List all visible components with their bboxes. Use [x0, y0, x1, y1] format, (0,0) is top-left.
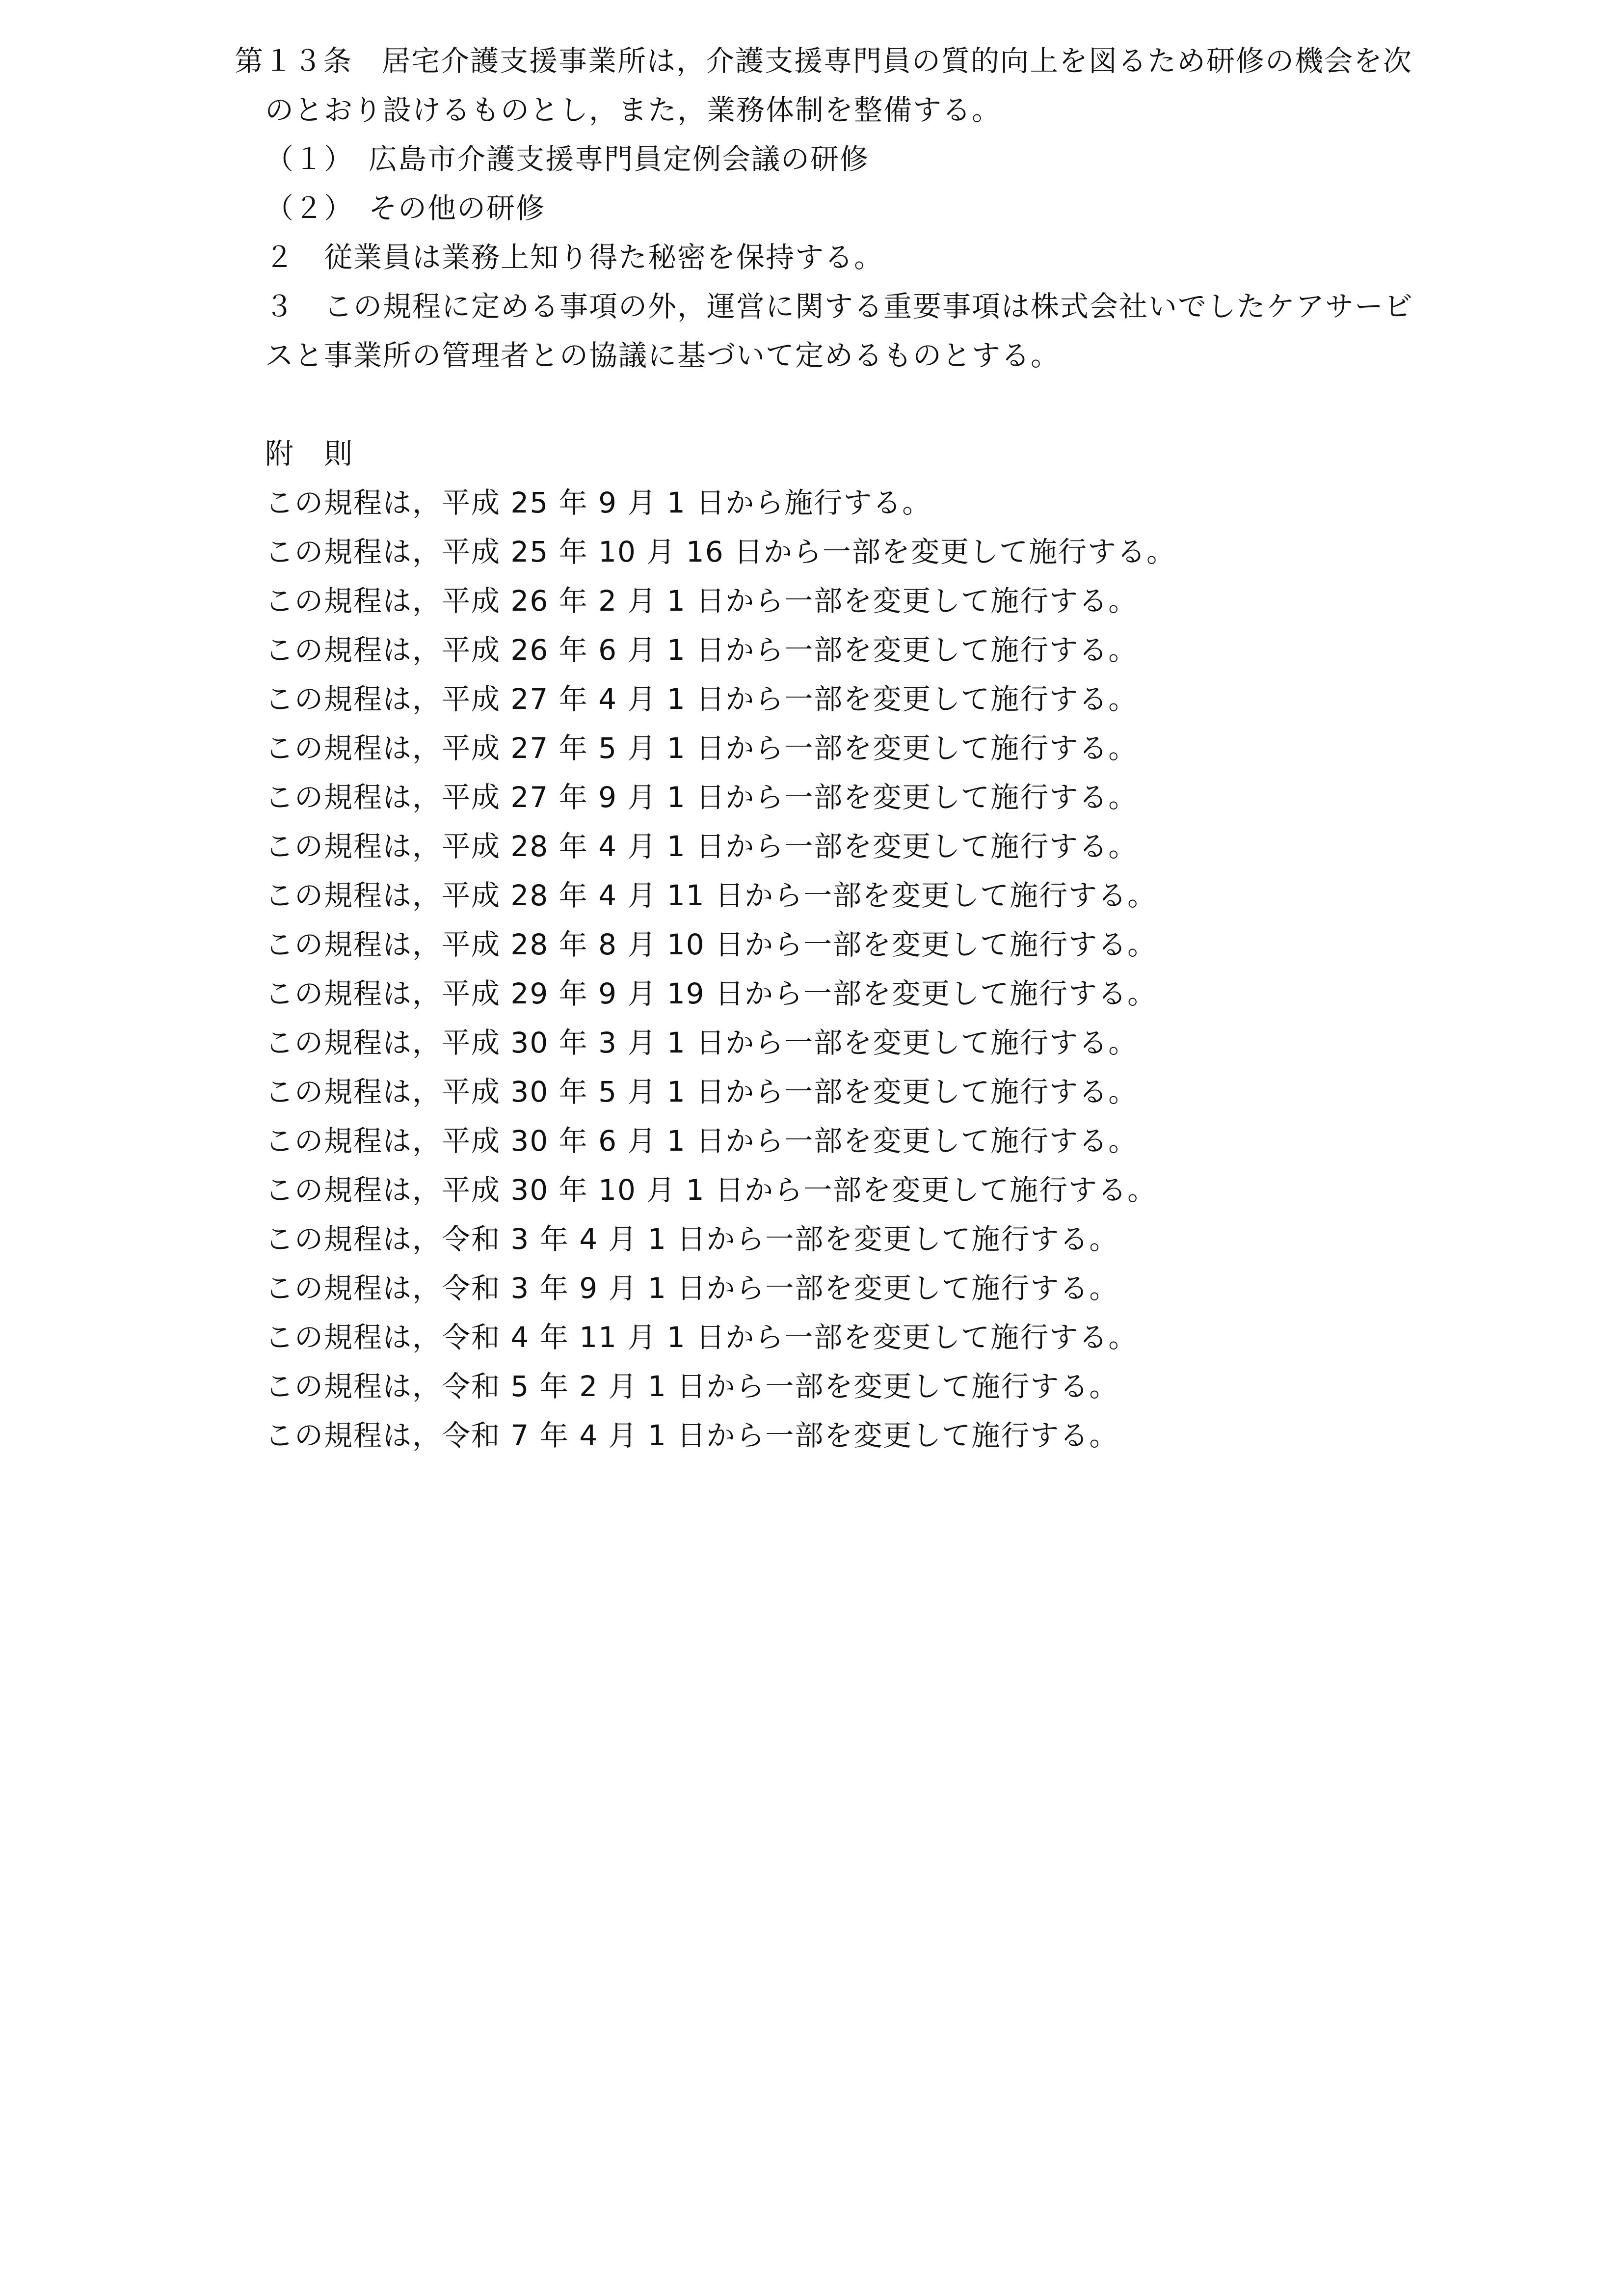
provision-line: この規程は，平成 30 年 5 月 1 日から一部を変更して施行する。: [265, 1075, 1138, 1108]
supplementary-provisions-title: 附 則: [265, 437, 354, 470]
provision-line: この規程は，平成 25 年 10 月 16 日から一部を変更して施行する。: [265, 535, 1176, 568]
provision-line: この規程は，平成 29 年 9 月 19 日から一部を変更して施行する。: [265, 977, 1157, 1010]
provision-line: この規程は，平成 30 年 10 月 1 日から一部を変更して施行する。: [265, 1173, 1157, 1207]
provision-line: この規程は，平成 27 年 9 月 1 日から一部を変更して施行する。: [265, 781, 1138, 814]
provision-line: この規程は，令和 4 年 11 月 1 日から一部を変更して施行する。: [265, 1321, 1138, 1354]
article-13-heading-line-2: のとおり設けるものとし，また，業務体制を整備する。: [265, 93, 1002, 127]
provision-line: この規程は，令和 3 年 9 月 1 日から一部を変更して施行する。: [265, 1271, 1119, 1305]
provision-line: この規程は，令和 5 年 2 月 1 日から一部を変更して施行する。: [265, 1370, 1119, 1403]
provision-line: この規程は，平成 27 年 4 月 1 日から一部を変更して施行する。: [265, 682, 1138, 716]
provision-line: この規程は，令和 3 年 4 月 1 日から一部を変更して施行する。: [265, 1222, 1119, 1256]
provision-line: この規程は，平成 28 年 4 月 1 日から一部を変更して施行する。: [265, 830, 1138, 863]
provision-line: この規程は，令和 7 年 4 月 1 日から一部を変更して施行する。: [265, 1419, 1119, 1452]
provision-line: この規程は，平成 27 年 5 月 1 日から一部を変更して施行する。: [265, 731, 1138, 765]
provision-line: この規程は，平成 25 年 9 月 1 日から施行する。: [265, 486, 932, 519]
provision-line: この規程は，平成 26 年 2 月 1 日から一部を変更して施行する。: [265, 584, 1138, 618]
article-13-item-2: （２） その他の研修: [265, 191, 546, 225]
article-13-paragraph-2: ２ 従業員は業務上知り得た秘密を保持する。: [265, 241, 884, 274]
provision-line: この規程は，平成 30 年 6 月 1 日から一部を変更して施行する。: [265, 1124, 1138, 1158]
article-13-heading-line-1: 第１３条 居宅介護支援事業所は，介護支援専門員の質的向上を図るため研修の機会を次: [235, 44, 1413, 78]
article-13-paragraph-3-line-2: スと事業所の管理者との協議に基づいて定めるものとする。: [265, 339, 1061, 372]
provision-line: この規程は，平成 30 年 3 月 1 日から一部を変更して施行する。: [265, 1026, 1138, 1059]
article-13-paragraph-3-line-1: ３ この規程に定める事項の外，運営に関する重要事項は株式会社いでしたケアサービ: [265, 290, 1414, 323]
provision-line: この規程は，平成 28 年 4 月 11 日から一部を変更して施行する。: [265, 879, 1157, 912]
article-13-item-1: （１） 広島市介護支援専門員定例会議の研修: [265, 142, 870, 176]
provision-line: この規程は，平成 26 年 6 月 1 日から一部を変更して施行する。: [265, 633, 1138, 667]
provision-line: この規程は，平成 28 年 8 月 10 日から一部を変更して施行する。: [265, 928, 1157, 961]
